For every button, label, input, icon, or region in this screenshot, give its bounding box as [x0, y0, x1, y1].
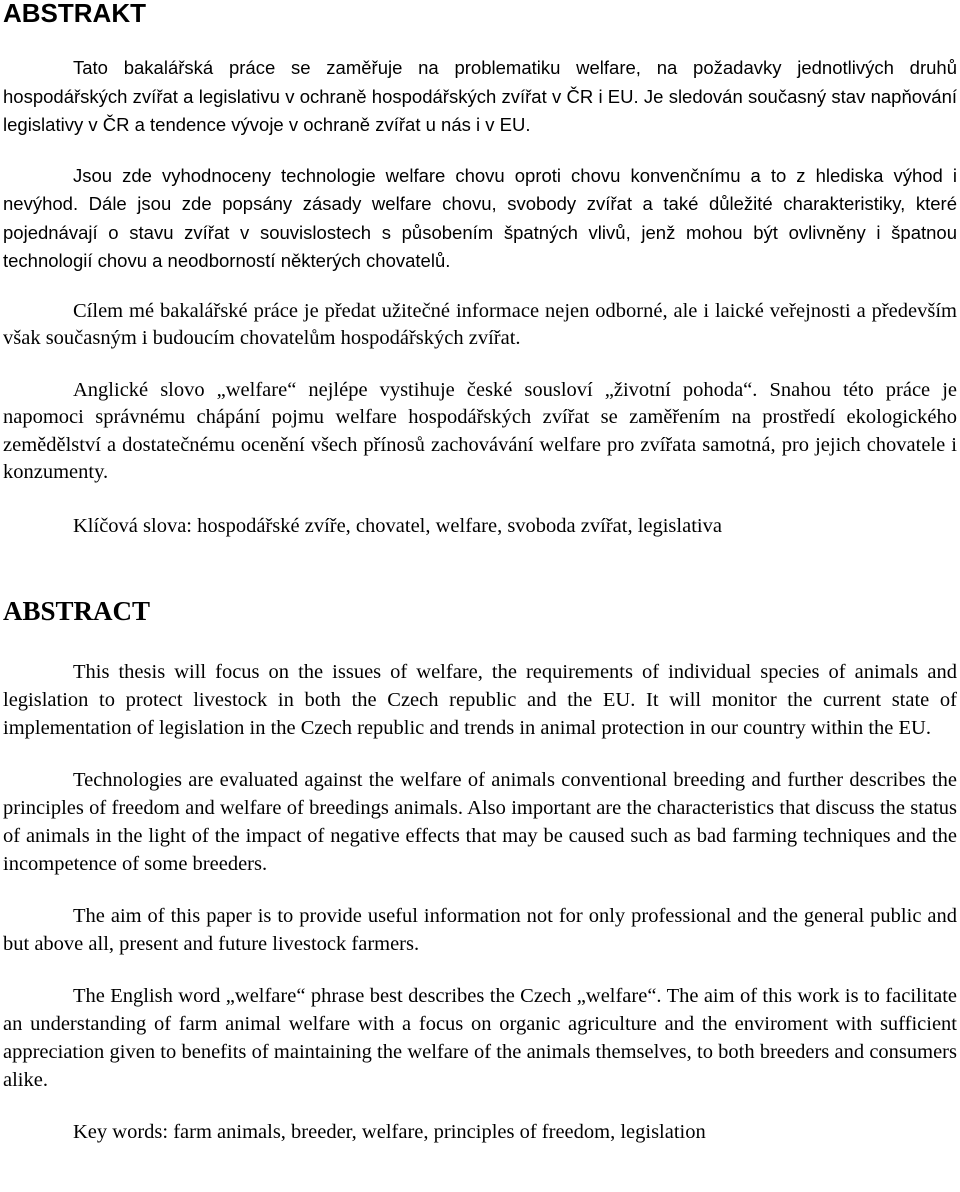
abstract-paragraph-1: This thesis will focus on the issues of welfare, the requirements of individual species of animals and legislation to protect livestock in both the Czech republic and the EU. It will monitor the current state of implementation of legislation in the Czech republic and trends in animal protection in our country within the EU. [3, 661, 957, 739]
abstrakt-paragraph-3: Cílem mé bakalářské práce je předat užitečné informace nejen odborné, ale i laické veřejnosti a především však současným i budoucím chovatelům hospodářských zvířat. [3, 299, 957, 349]
abstrakt-heading: ABSTRAKT [3, 0, 146, 28]
abstract-heading: ABSTRACT [3, 596, 151, 626]
abstrakt-keywords: Klíčová slova: hospodářské zvíře, chovatel, welfare, svoboda zvířat, legislativa [73, 514, 722, 537]
abstract-paragraph-2: Technologies are evaluated against the welfare of animals conventional breeding and further describes the principles of freedom and welfare of breedings animals. Also important are the characteristics that discuss the status of animals in the light of the impact of negative effects that may be caused such as bad farming techniques and the incompetence of some breeders. [3, 769, 957, 875]
document-page [3, 0, 957, 1146]
abstract-paragraph-4: The English word „welfare“ phrase best describes the Czech „welfare“. The aim of this work is to facilitate an understanding of farm animal welfare with a focus on organic agriculture and the enviroment with sufficient appreciation given to benefits of maintaining the welfare of the animals themselves, to both breeders and consumers alike. [3, 985, 957, 1091]
abstract-paragraph-3: The aim of this paper is to provide useful information not for only professional and the general public and but above all, present and future livestock farmers. [3, 905, 957, 955]
abstrakt-paragraph-4: Anglické slovo „welfare“ nejlépe vystihuje české sousloví „životní pohoda“. Snahou této práce je napomoci správnému chápání pojmu welfare hospodářských zvířat se zaměřením na prostředí ekologického zemědělství a dostatečnému ocenění všech přínosů zachovávání welfare pro zvířata samotná, pro jejich chovatele i konzumenty. [3, 378, 957, 483]
abstrakt-paragraph-2: Jsou zde vyhodnoceny technologie welfare chovu oproti chovu konvenčnímu a to z hlediska výhod i nevýhod. Dále jsou zde popsány zásady welfare chovu, svobody zvířat a také důležité charakteristiky, které pojednávají o stavu zvířat v souvislostech s působením špatných vlivů, jenž mohou být ovlivněny i špatnou technologií chovu a neodborností některých chovatelů. [3, 164, 957, 271]
abstrakt-paragraph-1: Tato bakalářská práce se zaměřuje na problematiku welfare, na požadavky jednotlivých druhů hospodářských zvířat a legislativu v ochraně hospodářských zvířat v ČR i EU. Je sledován současný stav napňování legislativy v ČR a tendence vývoje v ochraně zvířat u nás i v EU. [3, 57, 957, 135]
abstract-keywords: Key words: farm animals, breeder, welfare, principles of freedom, legislation [73, 1121, 706, 1143]
